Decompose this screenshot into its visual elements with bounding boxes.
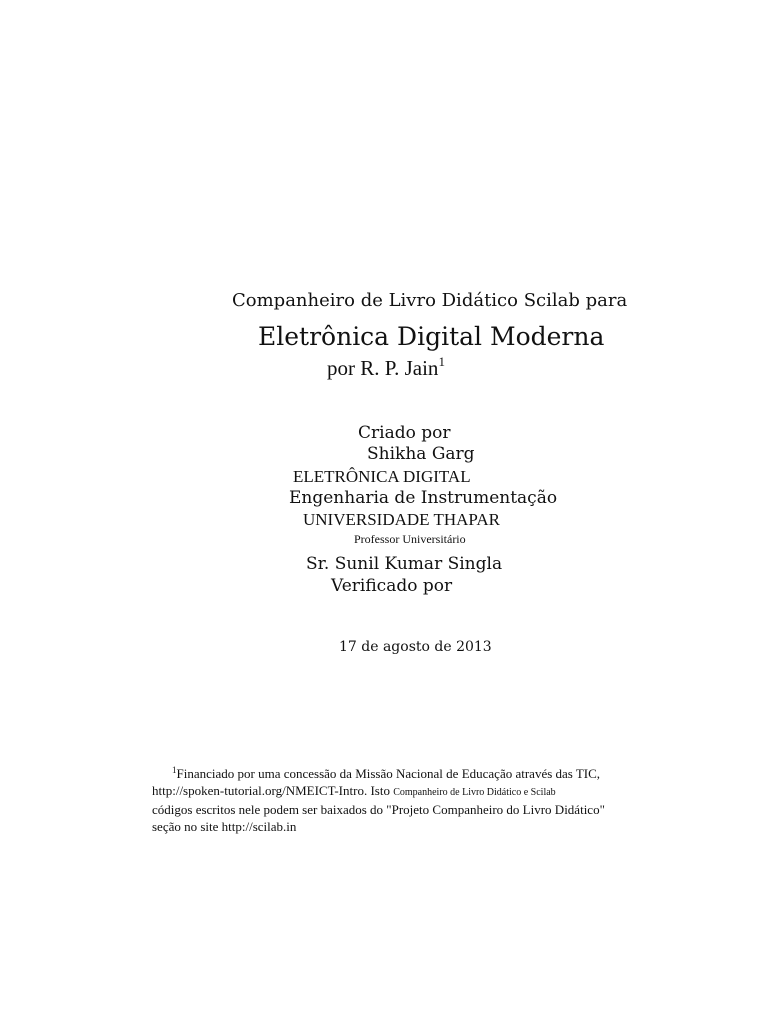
department-line-2: Engenharia de Instrumentação [289, 488, 558, 508]
footnote-text-2a: http://spoken-tutorial.org/NMEICT-Intro. Isto [152, 783, 394, 798]
footnote-number: 1 [172, 765, 177, 775]
subtitle: Companheiro de Livro Didático Scilab para [232, 290, 628, 311]
author-text: por R. P. Jain [327, 356, 439, 380]
footnote-text-2b: Companheiro de Livro Didático e Scilab [393, 787, 556, 798]
footnote-text-1: Financiado por uma concessão da Missão Nacional de Educação através das TIC, [176, 766, 601, 781]
university-name: UNIVERSIDADE THAPAR [303, 510, 500, 529]
author-line [327, 355, 445, 379]
footnote [152, 762, 622, 835]
created-by-label: Criado por [358, 423, 451, 443]
reviewer-name: Sr. Sunil Kumar Singla [306, 554, 503, 574]
book-title: Eletrônica Digital Moderna [258, 322, 605, 351]
footnote-mark: 1 [438, 354, 445, 369]
footnote-line-4: seção no site http://scilab.in [152, 819, 297, 834]
verified-by-label: Verificado por [331, 576, 453, 596]
role-label: Professor Universitário [354, 532, 466, 546]
department-line-1: ELETRÔNICA DIGITAL [293, 467, 471, 486]
footnote-line-3: códigos escritos nele podem ser baixados do "Projeto Companheiro do Livro Didático" [152, 802, 605, 817]
publication-date: 17 de agosto de 2013 [339, 639, 492, 655]
creator-name: Shikha Garg [367, 444, 475, 464]
footnote-line-1 [152, 762, 622, 782]
footnote-line-2 [152, 782, 622, 801]
